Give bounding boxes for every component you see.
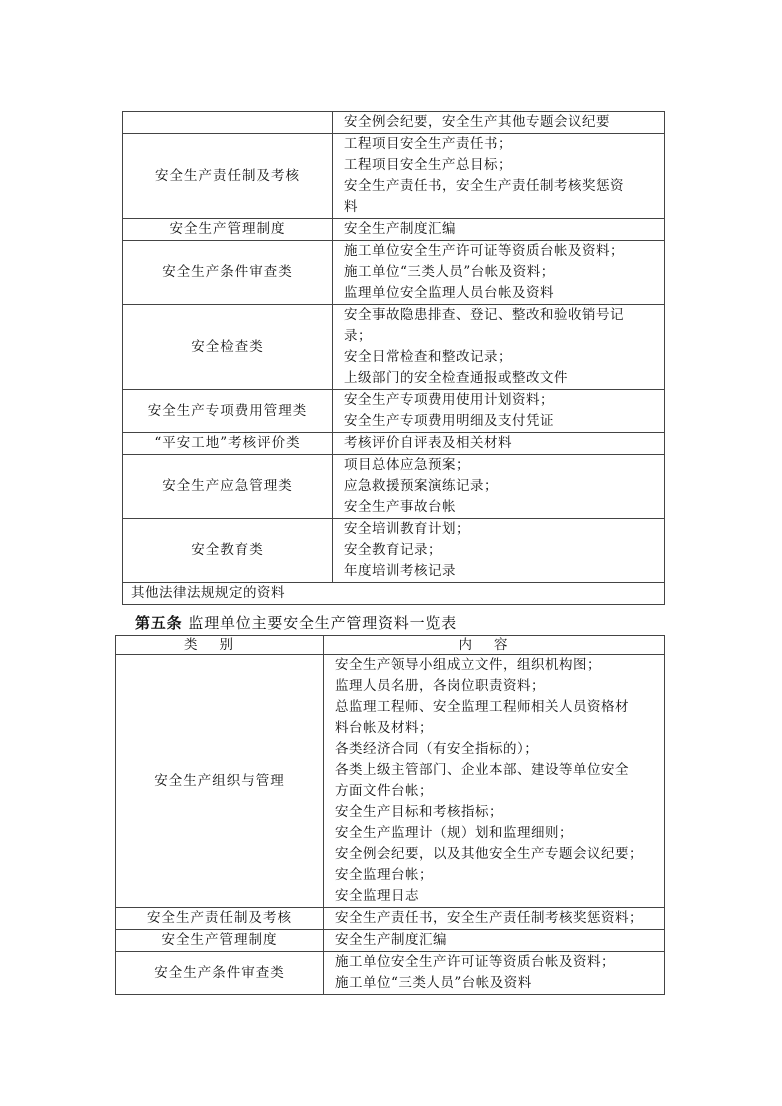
content-line: 各类上级主管部门、企业本部、建设等单位安全 [335, 762, 629, 778]
content-line: 监理单位安全监理人员台帐及资料 [344, 285, 554, 301]
category-cell: 安全生产组织与管理 [116, 655, 324, 908]
content-line: 工程项目安全生产责任书； [344, 136, 512, 152]
category-cell: 安全生产应急管理类 [123, 455, 333, 519]
content-cell [333, 519, 665, 583]
table-row [123, 433, 665, 455]
section-title: 监理单位主要安全生产管理资料一览表 [188, 614, 458, 632]
content-cell [333, 433, 665, 455]
content-line: 安全例会纪要，以及其他安全生产专题会议纪要； [335, 846, 643, 862]
content-line: 安全培训教育计划； [344, 521, 470, 537]
supervision-safety-records-table [115, 635, 665, 995]
content-line: 安全生产目标和考核指标； [335, 804, 503, 820]
content-cell [333, 134, 665, 219]
category-cell: 安全生产管理制度 [116, 930, 324, 952]
category-cell: 安全生产责任制及考核 [123, 134, 333, 219]
category-cell: 安全生产条件审查类 [116, 952, 324, 995]
category-cell: 安全生产专项费用管理类 [123, 390, 333, 433]
header-content: 内容 [324, 636, 665, 655]
table-row [123, 112, 665, 134]
content-cell [324, 655, 665, 908]
content-line: 料台帐及材料； [335, 720, 433, 736]
content-line: 安全生产责任书，安全生产责任制考核奖惩资 [344, 178, 624, 194]
article-number: 第五条 [135, 614, 183, 632]
content-cell [333, 455, 665, 519]
content-line: 录； [344, 328, 372, 344]
table-row [123, 390, 665, 433]
content-line: 年度培训考核记录 [344, 563, 456, 579]
table-row [116, 908, 665, 930]
content-line: 总监理工程师、安全监理工程师相关人员资格材 [335, 699, 629, 715]
content-line: 监理人员名册，各岗位职责资料； [335, 678, 545, 694]
content-line: 各类经济合同（有安全指标的）； [335, 741, 539, 757]
category-cell: 安全生产责任制及考核 [116, 908, 324, 930]
content-line: 施工单位安全生产许可证等资质台帐及资料； [335, 954, 615, 970]
category-cell [123, 112, 333, 134]
content-line: 工程项目安全生产总目标； [344, 157, 512, 173]
table-row [123, 519, 665, 583]
table-row [116, 952, 665, 995]
content-line: 应急救援预案演练记录； [344, 478, 498, 494]
table-row [123, 241, 665, 305]
content-line: 上级部门的安全检查通报或整改文件 [344, 370, 568, 386]
content-cell [324, 930, 665, 952]
table-header-row [116, 636, 665, 655]
content-line: 安全生产制度汇编 [335, 932, 447, 948]
content-cell [333, 241, 665, 305]
content-line: 安全生产领导小组成立文件，组织机构图； [335, 657, 601, 673]
content-cell [324, 952, 665, 995]
content-line: 项目总体应急预案； [344, 457, 470, 473]
table-row [123, 305, 665, 390]
category-cell: 安全生产条件审查类 [123, 241, 333, 305]
content-line: 方面文件台帐； [335, 783, 433, 799]
category-cell: 安全检查类 [123, 305, 333, 390]
content-line: 安全生产制度汇编 [344, 221, 456, 237]
content-cell [324, 908, 665, 930]
category-cell: 安全教育类 [123, 519, 333, 583]
content-line: 安全生产事故台帐 [344, 499, 456, 515]
category-cell: 安全生产管理制度 [123, 219, 333, 241]
table-row [123, 455, 665, 519]
content-line: 考核评价自评表及相关材料 [344, 435, 512, 451]
content-line: 安全生产专项费用使用计划资料； [344, 392, 554, 408]
section-heading [135, 612, 457, 634]
content-line: 安全例会纪要，安全生产其他专题会议纪要 [344, 114, 610, 130]
safety-records-table-continued [122, 111, 665, 605]
content-line: 安全生产责任书，安全生产责任制考核奖惩资料； [335, 910, 643, 926]
content-line: 安全日常检查和整改记录； [344, 349, 512, 365]
content-line: 安全生产专项费用明细及支付凭证 [344, 413, 554, 429]
table-footer-row [123, 583, 665, 605]
content-cell [333, 390, 665, 433]
other-regulations-cell: 其他法律法规规定的资料 [123, 583, 665, 605]
content-line: 安全教育记录； [344, 542, 442, 558]
content-line: 安全生产监理计（规）划和监理细则； [335, 825, 573, 841]
content-cell [333, 305, 665, 390]
header-category: 类别 [116, 636, 324, 655]
table-row [116, 655, 665, 908]
category-cell: “平安工地”考核评价类 [123, 433, 333, 455]
content-line: 料 [344, 199, 358, 215]
table-row [123, 134, 665, 219]
content-cell [333, 219, 665, 241]
content-line: 施工单位“三类人员”台帐及资料 [335, 975, 532, 991]
content-line: 施工单位安全生产许可证等资质台帐及资料； [344, 243, 624, 259]
content-line: 安全事故隐患排查、登记、整改和验收销号记 [344, 307, 624, 323]
content-line: 施工单位“三类人员”台帐及资料； [344, 264, 555, 280]
content-line: 安全监理台帐； [335, 867, 433, 883]
table-row [116, 930, 665, 952]
table-row [123, 219, 665, 241]
content-cell [333, 112, 665, 134]
content-line: 安全监理日志 [335, 888, 419, 904]
